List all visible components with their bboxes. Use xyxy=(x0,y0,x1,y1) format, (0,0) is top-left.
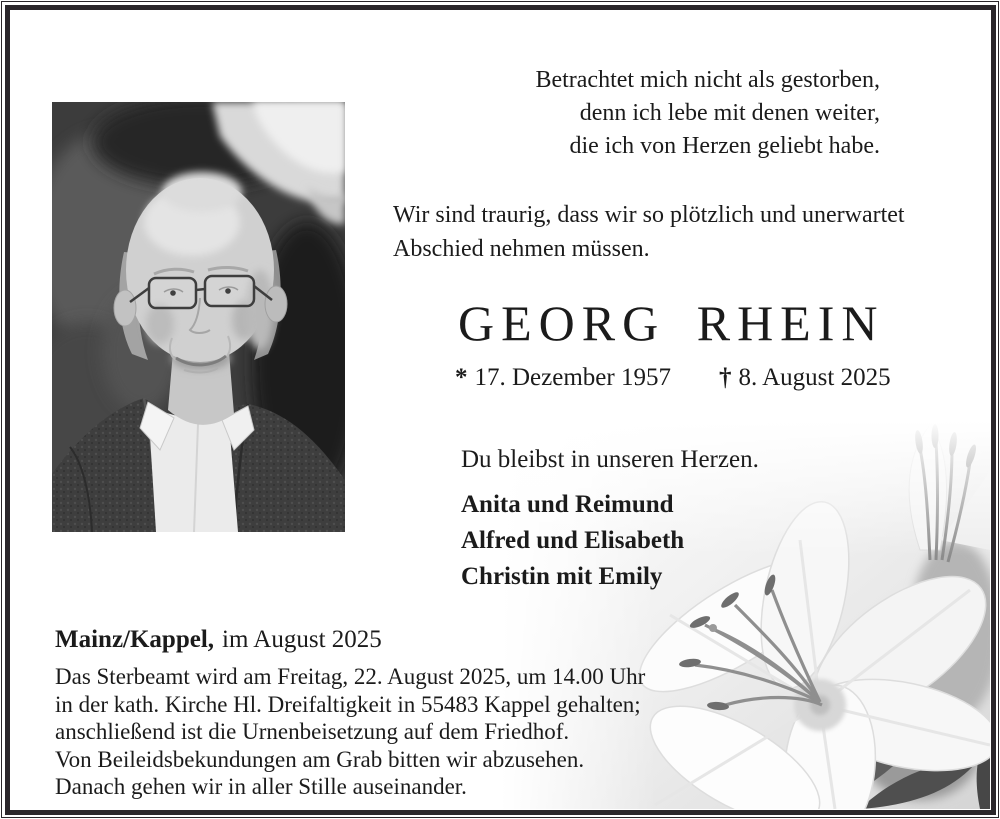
portrait-photo xyxy=(52,102,345,532)
portrait-illustration xyxy=(52,102,345,532)
death-cross-icon: † xyxy=(718,364,732,391)
verse-line: die ich von Herzen geliebt habe. xyxy=(569,133,880,159)
farewell-line: Du bleibst in unseren Herzen. xyxy=(461,446,759,473)
mourner-name: Christin mit Emily xyxy=(461,563,663,590)
deceased-name: GEORG RHEIN xyxy=(458,295,885,351)
mourners-list xyxy=(461,487,684,595)
place-label: Mainz/Kappel, xyxy=(55,626,215,653)
life-dates xyxy=(455,364,891,392)
details-line: in der kath. Kirche Hl. Dreifaltigkeit in 55483 Kappel gehalten; xyxy=(55,691,641,717)
closing-block xyxy=(55,626,645,801)
death-date xyxy=(719,364,891,392)
funeral-details xyxy=(55,663,645,801)
details-line: Danach gehen wir in aller Stille auseinander. xyxy=(55,774,467,799)
birth-date xyxy=(455,364,671,392)
mourner-name: Alfred und Elisabeth xyxy=(461,527,685,554)
death-date-text: 8. August 2025 xyxy=(738,364,891,391)
date-label: im August 2025 xyxy=(222,626,382,653)
details-line: Das Sterbeamt wird am Freitag, 22. August 2025, um 14.00 Uhr xyxy=(55,664,646,689)
mourner-name: Anita und Reimund xyxy=(461,491,674,518)
details-line: Von Beileidsbekundungen am Grab bitten wir abzusehen. xyxy=(55,746,585,772)
birth-star-icon: * xyxy=(455,364,468,391)
intro-line: Abschied nehmen müssen. xyxy=(393,236,650,262)
intro-line: Wir sind traurig, dass wir so plötzlich und unerwartet xyxy=(393,202,905,228)
place-and-date xyxy=(55,626,645,654)
details-line: anschließend ist die Urnenbeisetzung auf dem Friedhof. xyxy=(55,719,570,744)
memorial-verse xyxy=(535,64,880,163)
verse-line: Betrachtet mich nicht als gestorben, xyxy=(535,67,880,93)
condolence-intro xyxy=(393,198,905,266)
verse-line: denn ich lebe mit denen weiter, xyxy=(579,100,880,126)
birth-date-text: 17. Dezember 1957 xyxy=(474,364,671,391)
